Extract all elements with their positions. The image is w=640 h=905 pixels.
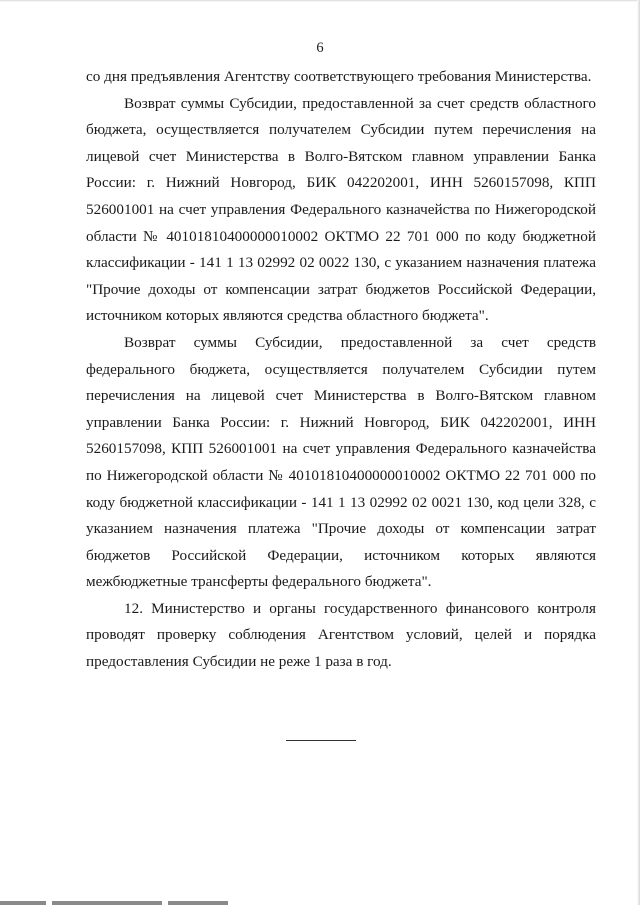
paragraph-federal-budget-refund: Возврат суммы Субсидии, предоставленной за счет средств федерального бюджета, осуществляется получателем Субсидии путем перечисления на лицевой счет Министерства в Волго-Вятском главном управлении Банка России: г. Нижний Новгород, БИК 042202001, ИНН 5260157098, КПП 526001001 на счет управления Федерального казначейства по Нижегородской области № 40101810400000010002 ОКТМО 22 701 000 по коду бюджетной классификации - 141 1 13 02992 02 0021 130, код цели 328, с указанием назначения платежа "Прочие доходы от компенсации затрат бюджетов Российской Федерации, источником которых являются межбюджетные трансферты федерального бюджета". bbox=[86, 333, 596, 591]
document-body bbox=[86, 64, 596, 676]
paragraph-item-12-audit: 12. Министерство и органы государственного финансового контроля проводят проверку соблюдения Агентством условий, целей и порядка предоставления Субсидии не реже 1 раза в год. bbox=[86, 599, 596, 671]
scan-edge-top bbox=[0, 0, 640, 2]
page-number: 6 bbox=[316, 40, 324, 56]
paragraph-regional-budget-refund: Возврат суммы Субсидии, предоставленной за счет средств областного бюджета, осуществляется получателем Субсидии путем перечисления на лицевой счет Министерства в Волго-Вятском главном управлении Банка России: г. Нижний Новгород, БИК 042202001, ИНН 5260157098, КПП 526001001 на счет управления Федерального казначейства по Нижегородской области № 40101810400000010002 ОКТМО 22 701 000 по коду бюджетной классификации - 141 1 13 02992 02 0022 130, с указанием назначения платежа "Прочие доходы от компенсации затрат бюджетов Российской Федерации, источником которых являются средства областного бюджета". bbox=[86, 94, 596, 325]
scan-footer-artifact bbox=[0, 899, 640, 905]
paragraph-continuation: со дня предъявления Агентству соответствующего требования Министерства. bbox=[86, 68, 592, 85]
closing-rule bbox=[286, 740, 356, 741]
